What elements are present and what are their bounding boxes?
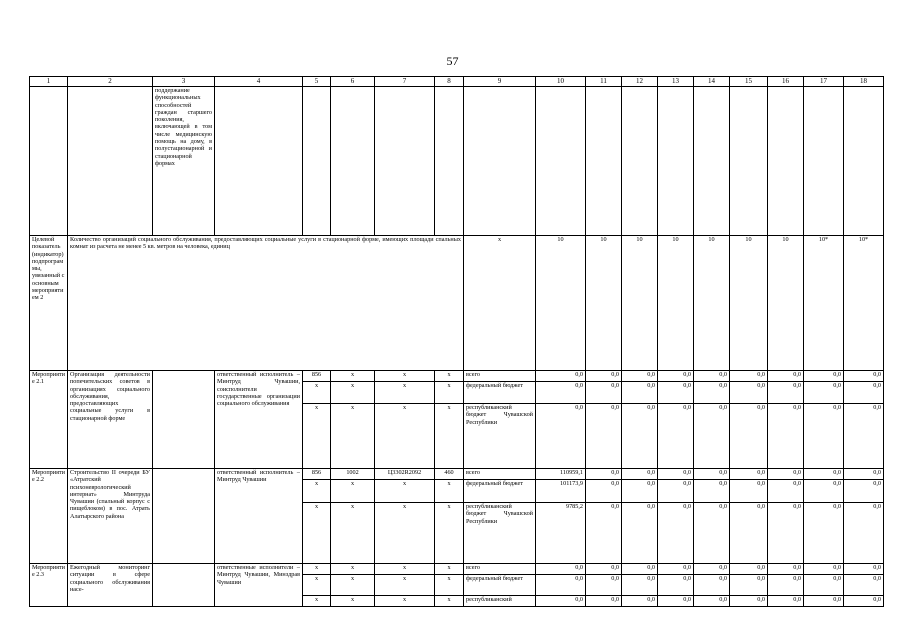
funding-source: всего [464, 371, 536, 382]
amount-cell: 0,0 [804, 469, 844, 480]
funding-source: федеральный бюджет [464, 382, 536, 404]
column-header: 4 [215, 77, 303, 87]
code-cell: x [375, 596, 435, 607]
amount-cell: 0,0 [730, 596, 768, 607]
code-cell: x [435, 564, 464, 575]
amount-cell: 0,0 [586, 596, 622, 607]
amount-cell: 0,0 [768, 503, 804, 564]
target-value: 10 [586, 236, 622, 371]
cell [768, 87, 804, 236]
amount-cell: 0,0 [844, 469, 884, 480]
amount-cell: 0,0 [658, 469, 694, 480]
code-cell: x [331, 480, 375, 503]
continuation-text: поддержание функциональных способностей граждан старшего поколения, включающей в том числе медицинскую помощь на дому, в полустационарной и стационарной формах [153, 87, 215, 236]
program-table [29, 76, 884, 607]
cell [730, 87, 768, 236]
amount-cell: 0,0 [768, 382, 804, 404]
amount-cell: 0,0 [694, 480, 730, 503]
amount-cell: 0,0 [536, 371, 586, 382]
amount-cell: 0,0 [730, 575, 768, 596]
code-cell: x [331, 404, 375, 469]
amount-cell: 0,0 [586, 480, 622, 503]
amount-cell: 0,0 [622, 575, 658, 596]
column-header: 16 [768, 77, 804, 87]
amount-cell: 0,0 [658, 564, 694, 575]
amount-cell: 0,0 [804, 596, 844, 607]
cell [30, 87, 68, 236]
amount-cell: 0,0 [804, 371, 844, 382]
code-cell: x [435, 596, 464, 607]
amount-cell: 0,0 [694, 404, 730, 469]
amount-cell: 0,0 [694, 596, 730, 607]
code-cell: 460 [435, 469, 464, 480]
amount-cell: 101173,9 [536, 480, 586, 503]
amount-cell: 0,0 [622, 404, 658, 469]
amount-cell: 0,0 [658, 480, 694, 503]
target-value: 10 [730, 236, 768, 371]
cell [215, 87, 303, 236]
code-cell: x [331, 596, 375, 607]
column-header: 5 [303, 77, 331, 87]
measure-responsible: ответственный исполнитель – Минтруд Чувашии [215, 469, 303, 564]
target-value: 10* [804, 236, 844, 371]
code-cell: x [435, 575, 464, 596]
amount-cell: 0,0 [658, 575, 694, 596]
measure-label: Мероприятие 2.3 [30, 564, 68, 607]
amount-cell: 9785,2 [536, 503, 586, 564]
code-cell: x [435, 371, 464, 382]
cell [303, 87, 331, 236]
amount-cell: 0,0 [694, 503, 730, 564]
measure-col3 [153, 469, 215, 564]
code-cell: x [303, 564, 331, 575]
code-cell: x [435, 480, 464, 503]
target-value: 10 [536, 236, 586, 371]
code-cell: x [303, 404, 331, 469]
cell [694, 87, 730, 236]
measure-row [30, 564, 884, 575]
amount-cell: 0,0 [536, 596, 586, 607]
amount-cell: 0,0 [768, 371, 804, 382]
amount-cell: 110959,1 [536, 469, 586, 480]
code-cell: x [375, 382, 435, 404]
amount-cell: 0,0 [730, 503, 768, 564]
code-cell: x [331, 371, 375, 382]
amount-cell: 0,0 [694, 469, 730, 480]
code-cell: x [303, 503, 331, 564]
cell [536, 87, 586, 236]
measure-row [30, 469, 884, 480]
measure-row [30, 371, 884, 382]
amount-cell: 0,0 [804, 404, 844, 469]
cell [844, 87, 884, 236]
amount-cell: 0,0 [730, 382, 768, 404]
column-header: 18 [844, 77, 884, 87]
target-value: 10 [658, 236, 694, 371]
cell [464, 87, 536, 236]
amount-cell: 0,0 [586, 564, 622, 575]
funding-source: федеральный бюджет [464, 480, 536, 503]
funding-source: республиканский бюджет Чувашской Республики [464, 404, 536, 469]
cell [435, 87, 464, 236]
target-value: 10 [694, 236, 730, 371]
column-header: 13 [658, 77, 694, 87]
amount-cell: 0,0 [730, 480, 768, 503]
code-cell: x [375, 480, 435, 503]
code-cell: x [375, 371, 435, 382]
code-cell: x [435, 503, 464, 564]
code-cell: x [303, 596, 331, 607]
cell [622, 87, 658, 236]
code-cell: x [331, 564, 375, 575]
amount-cell: 0,0 [844, 382, 884, 404]
column-header: 12 [622, 77, 658, 87]
code-cell: x [303, 382, 331, 404]
code-cell: x [435, 404, 464, 469]
column-header: 15 [730, 77, 768, 87]
amount-cell: 0,0 [658, 596, 694, 607]
cell [658, 87, 694, 236]
code-cell: Ц3302R2092 [375, 469, 435, 480]
measure-name: Строительство II очереди БУ «Атратский психоневрологический интернат» Минтруда Чувашии (спальный корпус с пищеблоком) в пос. Атрать Алатырского района [68, 469, 153, 564]
amount-cell: 0,0 [694, 575, 730, 596]
amount-cell: 0,0 [804, 564, 844, 575]
amount-cell: 0,0 [694, 564, 730, 575]
target-value: 10 [622, 236, 658, 371]
code-cell: x [331, 575, 375, 596]
amount-cell: 0,0 [768, 469, 804, 480]
amount-cell: 0,0 [622, 596, 658, 607]
target-label: Целевой показатель (индикатор) подпрограммы, увязанный с основным мероприятием 2 [30, 236, 68, 371]
code-cell: 1002 [331, 469, 375, 480]
amount-cell: 0,0 [586, 371, 622, 382]
funding-source: всего [464, 564, 536, 575]
amount-cell: 0,0 [536, 575, 586, 596]
measure-col3 [153, 371, 215, 469]
amount-cell: 0,0 [586, 382, 622, 404]
column-header: 8 [435, 77, 464, 87]
funding-source: федеральный бюджет [464, 575, 536, 596]
amount-cell: 0,0 [622, 480, 658, 503]
measure-name: Ежегодный мониторинг ситуации в сфере социального обслуживания насе- [68, 564, 153, 607]
code-cell: x [375, 404, 435, 469]
target-indicator-row [30, 236, 884, 371]
amount-cell: 0,0 [844, 503, 884, 564]
amount-cell: 0,0 [622, 503, 658, 564]
amount-cell: 0,0 [844, 480, 884, 503]
cell [331, 87, 375, 236]
amount-cell: 0,0 [804, 382, 844, 404]
funding-source: республиканский бюджет Чувашской Республики [464, 503, 536, 564]
amount-cell: 0,0 [658, 503, 694, 564]
amount-cell: 0,0 [694, 371, 730, 382]
amount-cell: 0,0 [586, 575, 622, 596]
column-header: 2 [68, 77, 153, 87]
measure-col3 [153, 564, 215, 607]
measure-responsible: ответственные исполнители – Минтруд Чувашии, Минздрав Чувашии [215, 564, 303, 607]
target-value: 10 [768, 236, 804, 371]
amount-cell: 0,0 [622, 371, 658, 382]
amount-cell: 0,0 [768, 404, 804, 469]
amount-cell: 0,0 [768, 596, 804, 607]
cell [68, 87, 153, 236]
measure-responsible: ответственный исполнитель – Минтруд Чувашии, соисполнители государственные организации социального обслуживания [215, 371, 303, 469]
column-header: 14 [694, 77, 730, 87]
amount-cell: 0,0 [586, 503, 622, 564]
amount-cell: 0,0 [804, 503, 844, 564]
target-value: 10* [844, 236, 884, 371]
amount-cell: 0,0 [768, 575, 804, 596]
code-cell: x [435, 382, 464, 404]
amount-cell: 0,0 [768, 480, 804, 503]
amount-cell: 0,0 [622, 382, 658, 404]
amount-cell: 0,0 [694, 382, 730, 404]
amount-cell: 0,0 [622, 564, 658, 575]
cell [375, 87, 435, 236]
amount-cell: 0,0 [586, 469, 622, 480]
cell [804, 87, 844, 236]
target-text: Количество организаций социального обслуживания, предоставляющих социальные услуги в стационарной форме, имеющих площади спальных комнат из расчета не менее 5 кв. метров на человека, единиц [68, 236, 464, 371]
code-cell: x [303, 480, 331, 503]
column-header: 1 [30, 77, 68, 87]
code-cell: x [375, 575, 435, 596]
amount-cell: 0,0 [658, 404, 694, 469]
amount-cell: 0,0 [844, 404, 884, 469]
column-header: 6 [331, 77, 375, 87]
code-cell: 856 [303, 371, 331, 382]
column-header: 17 [804, 77, 844, 87]
code-cell: x [375, 503, 435, 564]
continuation-row [30, 87, 884, 236]
code-cell: x [303, 575, 331, 596]
amount-cell: 0,0 [844, 564, 884, 575]
amount-cell: 0,0 [536, 382, 586, 404]
code-cell: x [331, 382, 375, 404]
funding-source: всего [464, 469, 536, 480]
amount-cell: 0,0 [658, 382, 694, 404]
amount-cell: 0,0 [730, 371, 768, 382]
code-cell: x [331, 503, 375, 564]
column-header: 7 [375, 77, 435, 87]
measure-label: Мероприятие 2.2 [30, 469, 68, 564]
column-header: 3 [153, 77, 215, 87]
amount-cell: 0,0 [844, 575, 884, 596]
amount-cell: 0,0 [730, 564, 768, 575]
header-row [30, 77, 884, 87]
column-header: 9 [464, 77, 536, 87]
table-body [30, 77, 884, 607]
amount-cell: 0,0 [586, 404, 622, 469]
amount-cell: 0,0 [844, 596, 884, 607]
funding-source: республиканский [464, 596, 536, 607]
measure-name: Организация деятельности попечительских советов в организациях социального обслуживания, предоставляющих социальные услуги в стационарной форме [68, 371, 153, 469]
amount-cell: 0,0 [536, 404, 586, 469]
amount-cell: 0,0 [536, 564, 586, 575]
amount-cell: 0,0 [804, 480, 844, 503]
target-col9: x [464, 236, 536, 371]
amount-cell: 0,0 [658, 371, 694, 382]
amount-cell: 0,0 [804, 575, 844, 596]
page-number: 57 [446, 54, 459, 68]
amount-cell: 0,0 [768, 564, 804, 575]
column-header: 10 [536, 77, 586, 87]
amount-cell: 0,0 [622, 469, 658, 480]
code-cell: x [375, 564, 435, 575]
cell [586, 87, 622, 236]
amount-cell: 0,0 [844, 371, 884, 382]
amount-cell: 0,0 [730, 404, 768, 469]
code-cell: 856 [303, 469, 331, 480]
measure-label: Мероприятие 2.1 [30, 371, 68, 469]
amount-cell: 0,0 [730, 469, 768, 480]
column-header: 11 [586, 77, 622, 87]
